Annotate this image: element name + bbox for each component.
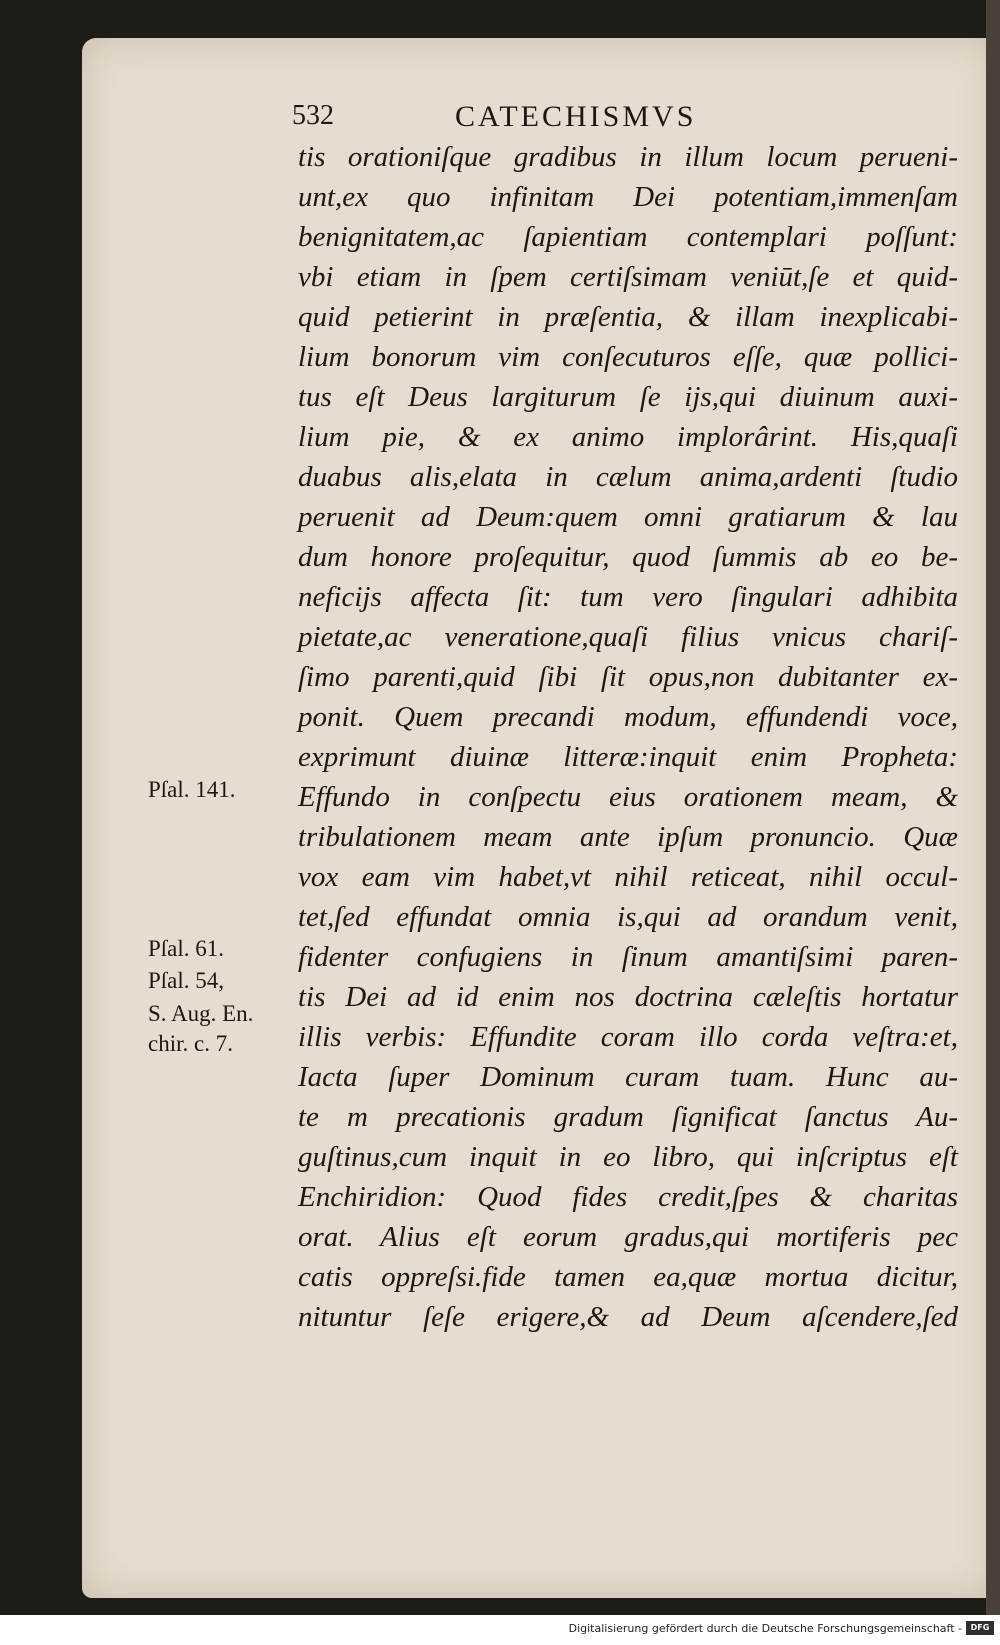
text-line: tus eſt Deus largiturum ſe ijs,qui diuinum auxi- (298, 381, 958, 413)
text-line: dum honore proſequitur, quod ſummis ab eo be- (298, 541, 958, 573)
margin-note-psal-54: Pſal. 54, (148, 968, 225, 993)
text-line: catis oppreſsi.fide tamen ea,quæ mortua dicitur, (298, 1261, 958, 1293)
text-line: quid petierint in præſentia, & illam inexplicabi- (298, 301, 958, 333)
text-line: vox eam vim habet,vt nihil reticeat, nihil occul- (298, 861, 958, 893)
text-line: tis Dei ad id enim nos doctrina cæleſtis hortatur (298, 981, 958, 1013)
text-line: Enchiridion: Quod fides credit,ſpes & charitas (298, 1181, 958, 1213)
page-number: 532 (292, 100, 334, 131)
running-title: CATECHISMVS (455, 100, 697, 133)
text-line: orat. Alius eſt eorum gradus,qui mortiferis pec (298, 1221, 958, 1253)
text-line: lium pie, & ex animo implorârint. His,quaſi (298, 421, 958, 453)
text-line: duabus alis,elata in cælum anima,ardenti ſtudio (298, 461, 958, 493)
body-text (298, 137, 958, 1337)
text-line: ſimo parenti,quid ſibi ſit opus,non dubitanter ex- (298, 661, 958, 693)
funding-credit: Digitalisierung gefördert durch die Deutsche Forschungsgemeinschaft - (568, 1622, 962, 1635)
page-header (0, 100, 1000, 140)
text-line: lium bonorum vim conſecuturos eſſe, quæ pollici- (298, 341, 958, 373)
text-line: fidenter confugiens in ſinum amantiſsimi paren- (298, 941, 958, 973)
text-line: unt,ex quo infinitam Dei potentiam,immenſam (298, 181, 958, 213)
page-edge (986, 0, 1000, 1615)
text-line: exprimunt diuinæ litteræ:inquit enim Propheta: (298, 741, 958, 773)
dfg-logo: DFG (966, 1621, 994, 1635)
margin-note-psal-141: Pſal. 141. (148, 777, 236, 802)
text-line: neficijs affecta ſit: tum vero ſingulari adhibita (298, 581, 958, 613)
text-line: pietate,ac veneratione,quaſi filius vnicus chariſ- (298, 621, 958, 653)
digitization-footer (0, 1615, 1000, 1645)
text-line: te m precationis gradum ſignificat ſanctus Au- (298, 1101, 958, 1133)
margin-note-augustine: S. Aug. En. (148, 1001, 254, 1026)
text-line: tis orationiſque gradibus in illum locum perueni- (298, 141, 958, 173)
text-line: tribulationem meam ante ipſum pronuncio. Quæ (298, 821, 958, 853)
text-line: Effundo in conſpectu eius orationem meam, & (298, 781, 958, 813)
text-line: Iacta ſuper Dominum curam tuam. Hunc au- (298, 1061, 958, 1093)
text-line: vbi etiam in ſpem certiſsimam veniūt,ſe et quid- (298, 261, 958, 293)
text-line: ponit. Quem precandi modum, effundendi voce, (298, 701, 958, 733)
text-line: benignitatem,ac ſapientiam contemplari poſſunt: (298, 221, 958, 253)
text-line: tet,ſed effundat omnia is,qui ad orandum venit, (298, 901, 958, 933)
text-line: nituntur ſeſe erigere,& ad Deum aſcendere,ſed (298, 1301, 958, 1333)
text-line: illis verbis: Effundite coram illo corda veſtra:et, (298, 1021, 958, 1053)
text-line: guſtinus,cum inquit in eo libro, qui inſcriptus eſt (298, 1141, 958, 1173)
margin-note-enchiridion: chir. c. 7. (148, 1031, 233, 1056)
text-line: peruenit ad Deum:quem omni gratiarum & lau (298, 501, 958, 533)
margin-note-psal-61: Pſal. 61. (148, 936, 225, 961)
